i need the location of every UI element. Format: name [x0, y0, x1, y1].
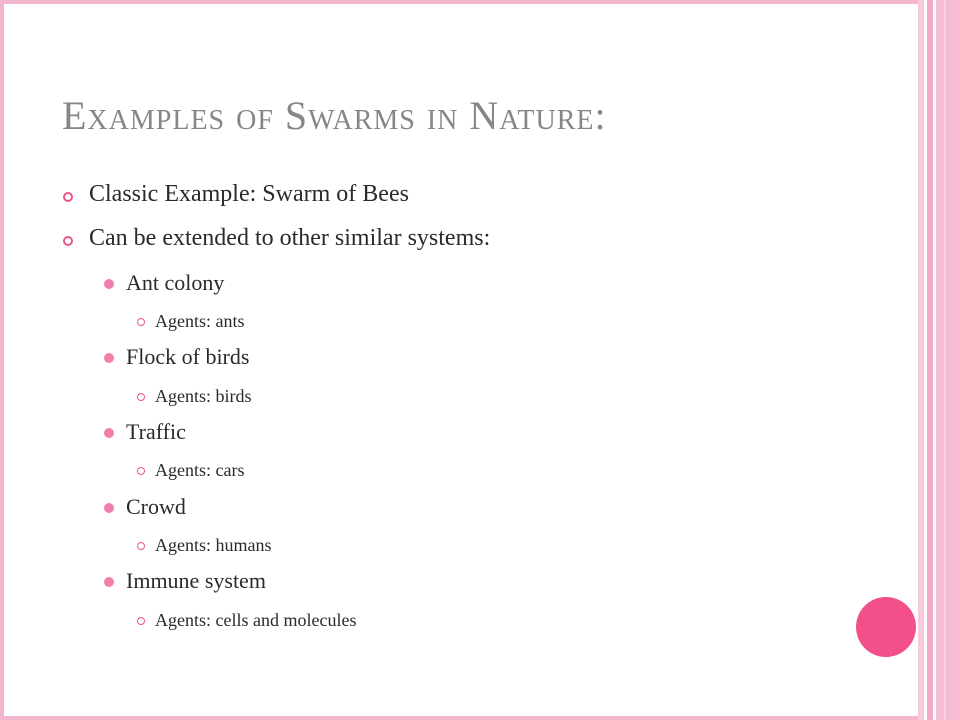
bullet-dot-icon: [104, 577, 114, 587]
sub-item-detail: Agents: cells and molecules: [155, 610, 357, 630]
slide-title: Examples of Swarms in Nature:: [62, 93, 607, 138]
bullet-text: Can be extended to other similar systems:: [89, 225, 491, 251]
bullet-ring-small-icon: [137, 393, 145, 401]
bullet-ring-icon: [63, 192, 73, 202]
sub-item-detail: Agents: ants: [155, 311, 245, 331]
bullet-text: Classic Example: Swarm of Bees: [89, 181, 409, 207]
bullet-ring-small-icon: [137, 467, 145, 475]
bullet-ring-small-icon: [137, 318, 145, 326]
frame-top-border: [0, 0, 918, 4]
sub-item-detail: Agents: cars: [155, 460, 245, 480]
sub-item-label: Traffic: [126, 419, 186, 444]
sub-item-label: Immune system: [126, 568, 266, 593]
sub-item-label: Ant colony: [126, 270, 225, 295]
sub-item-detail: Agents: birds: [155, 386, 252, 406]
bullet-ring-small-icon: [137, 617, 145, 625]
bullet-ring-icon: [63, 236, 73, 246]
bullet-ring-small-icon: [137, 542, 145, 550]
right-stripe: [936, 0, 960, 720]
bullet-dot-icon: [104, 428, 114, 438]
sub-item-label: Flock of birds: [126, 344, 250, 369]
bullet-dot-icon: [104, 353, 114, 363]
decorative-circle: [856, 597, 916, 657]
bullet-dot-icon: [104, 279, 114, 289]
frame-left-border: [0, 0, 4, 720]
right-stripe: [944, 0, 946, 720]
sub-item-detail: Agents: humans: [155, 535, 272, 555]
frame-bottom-border: [0, 716, 918, 720]
bullet-dot-icon: [104, 503, 114, 513]
sub-item-label: Crowd: [126, 494, 186, 519]
